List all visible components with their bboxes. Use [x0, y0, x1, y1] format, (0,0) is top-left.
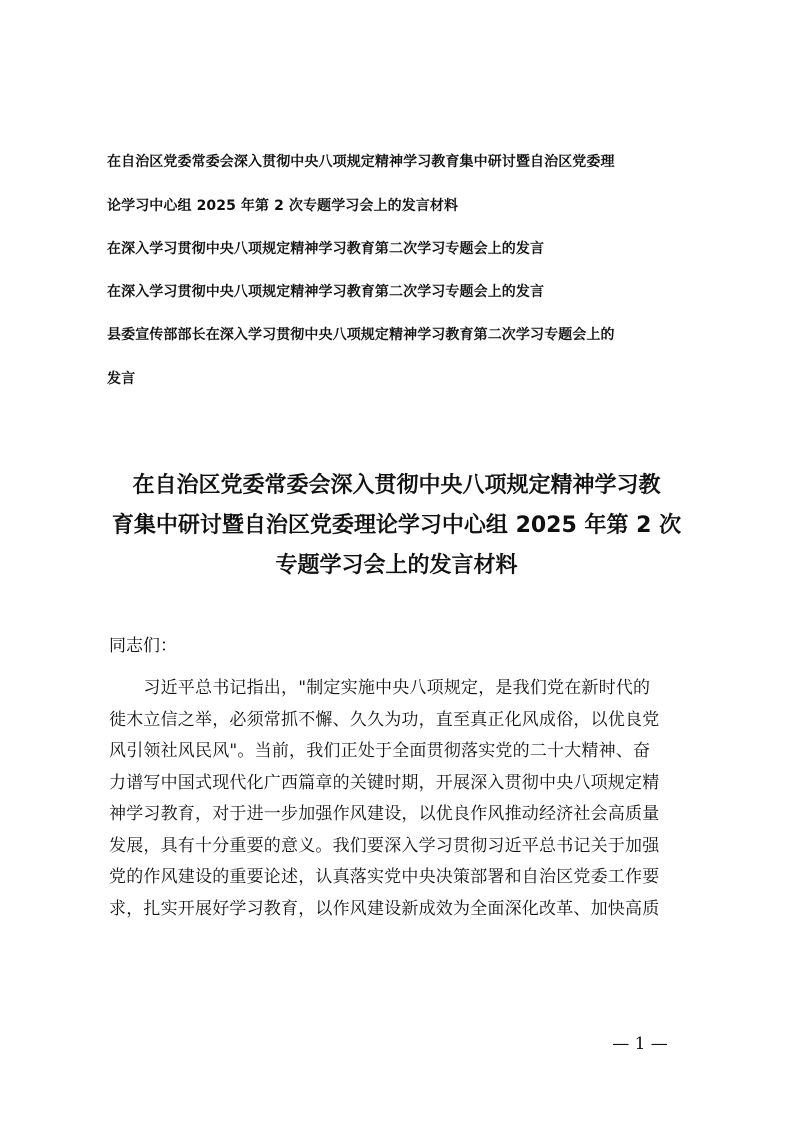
body-line-7: 党的作风建设的重要论述，认真落实党中央决策部署和自治区党委工作要 — [109, 867, 660, 887]
page-number: — 1 — — [612, 1034, 668, 1054]
toc-entry-2[interactable] — [107, 239, 707, 259]
body-line-4: 力谱写中国式现代化广西篇章的关键时期，开展深入贯彻中央八项规定精 — [109, 772, 660, 793]
toc-entry-4-line-1: 县委宣传部部长在深入学习贯彻中央八项规定精神学习教育第二次学习专题会上的 — [107, 327, 615, 343]
document-title — [100, 466, 693, 586]
toc-entry-3[interactable] — [107, 282, 707, 302]
table-of-contents — [107, 152, 707, 412]
body-paragraph — [109, 673, 693, 925]
salutation: 同志们： — [109, 636, 177, 656]
document-title-line-1: 在自治区党委常委会深入贯彻中央八项规定精神学习教 — [132, 473, 661, 498]
body-line-3: 风引领社风民风"。当前，我们正处于全面贯彻落实党的二十大精神、奋 — [109, 741, 651, 761]
toc-entry-4[interactable] — [107, 325, 707, 389]
toc-entry-1-line-2: 论学习中心组 2025 年第 2 次专题学习会上的发言材料 — [107, 198, 459, 214]
body-line-2: 徙木立信之举，必须常抓不懈、久久为功，直至真正化风成俗，以优良党 — [109, 709, 660, 730]
body-line-1: 习近平总书记指出，"制定实施中央八项规定，是我们党在新时代的 — [109, 678, 651, 698]
body-line-5: 神学习教育，对于进一步加强作风建设，以优良作风推动经济社会高质量 — [109, 804, 660, 824]
toc-entry-4-line-2: 发言 — [107, 371, 136, 387]
toc-entry-3-line-1: 在深入学习贯彻中央八项规定精神学习教育第二次学习专题会上的发言 — [107, 284, 545, 300]
toc-entry-1-line-1: 在自治区党委常委会深入贯彻中央八项规定精神学习教育集中研讨暨自治区党委理 — [107, 154, 615, 170]
body-line-8: 求，扎实开展好学习教育，以作风建设新成效为全面深化改革、加快高质 — [109, 898, 660, 919]
body-line-6: 发展，具有十分重要的意义。我们要深入学习贯彻习近平总书记关于加强 — [109, 835, 660, 856]
document-title-line-2: 育集中研讨暨自治区党委理论学习中心组 2025 年第 2 次 — [111, 513, 682, 538]
toc-entry-2-line-1: 在深入学习贯彻中央八项规定精神学习教育第二次学习专题会上的发言 — [107, 241, 545, 257]
document-title-line-3: 专题学习会上的发言材料 — [275, 553, 518, 578]
toc-entry-1[interactable] — [107, 152, 707, 216]
